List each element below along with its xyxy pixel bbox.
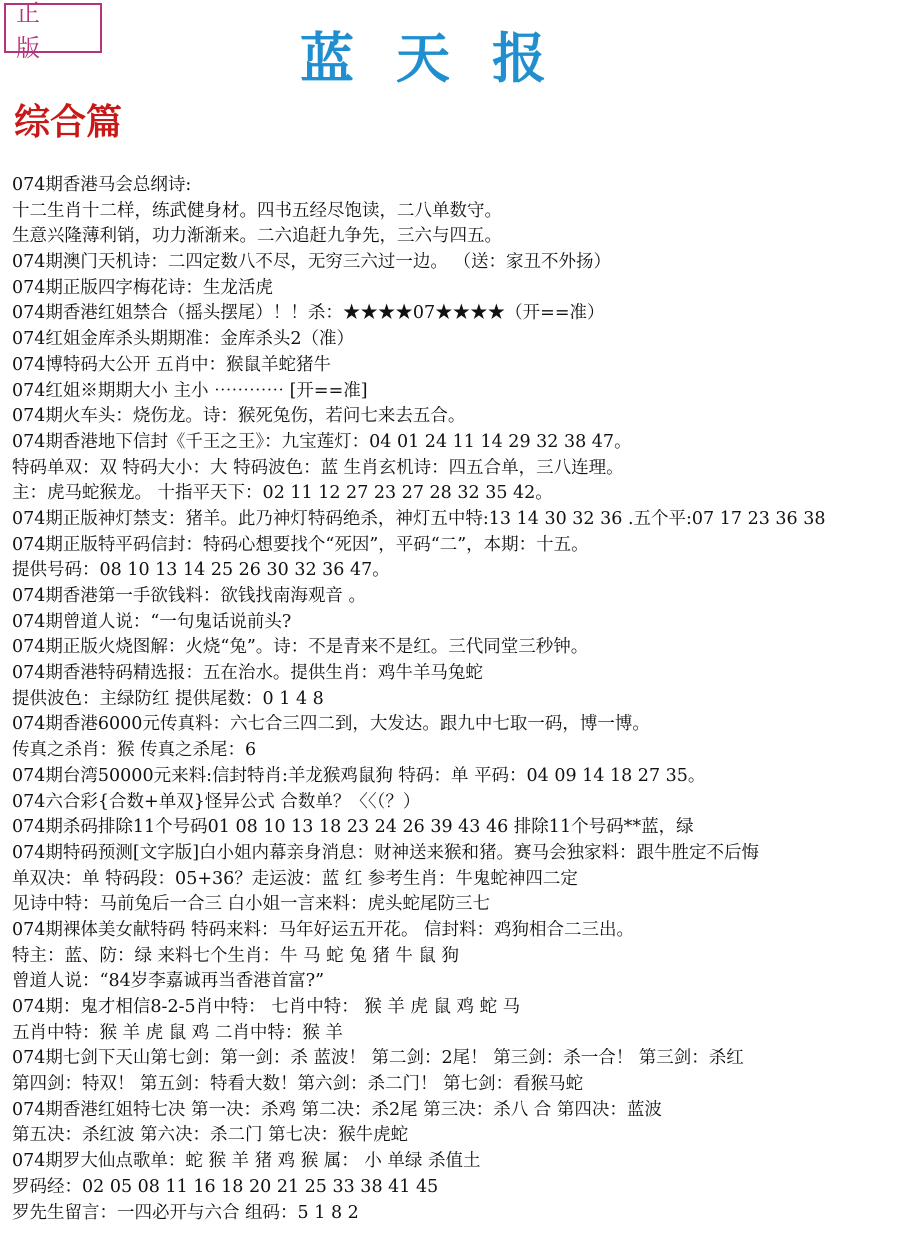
content-line: 074期香港6000元传真料：六七合三四二到，大发达。跟九中七取一码，博一博。: [12, 714, 650, 735]
content-lines: [12, 173, 896, 1226]
content-line: 074期香港马会总纲诗:: [12, 175, 192, 195]
content-line: 074期曾道人说：“一句鬼话说前头?: [12, 611, 292, 632]
content-line: 074期罗大仙点歌单：蛇 猴 羊 猪 鸡 猴 属： 小 单绿 杀值土: [12, 1151, 481, 1172]
content-line: 074红姐※期期大小 主小 ⋯⋯⋯⋯ [开==准]: [12, 380, 368, 401]
content-line: 074期特码预测[文字版]白小姐内幕亲身消息：财神送来猴和猪。赛马会独家料：跟牛胜定不后悔: [12, 842, 760, 863]
content-line: 074红姐金库杀头期期准：金库杀头2（准）: [12, 329, 355, 350]
content-line: 074期火车头：烧伤龙。诗：猴死兔伤，若问七来去五合。: [12, 406, 466, 427]
content-line: 第四剑：特双！ 第五剑：特看大数！第六剑：杀二门！ 第七剑：看猴马蛇: [12, 1074, 584, 1095]
content-line: 074期台湾50000元来料:信封特肖:羊龙猴鸡鼠狗 特码：单 平码：04 09 14 18 27 35。: [12, 765, 706, 786]
content-line: 特主：蓝、防：绿 来料七个生肖：牛 马 蛇 兔 猪 牛 鼠 狗: [12, 945, 460, 966]
content-line: 074期正版特平码信封：特码心想要找个“死因”，平码“二”，本期：十五。: [12, 534, 589, 555]
content-line: 提供波色：主绿防红 提供尾数：0 1 4 8: [12, 688, 324, 709]
content-line: 提供号码：08 10 13 14 25 26 30 32 36 47。: [12, 560, 390, 581]
content-line: 第五决：杀红波 第六决：杀二门 第七决：猴牛虎蛇: [12, 1125, 409, 1146]
content-line: 单双决：单 特码段：05+36？走运波：蓝 红 参考生肖：牛鬼蛇神四二定: [12, 868, 578, 889]
content-line: 074期香港红姐禁合（摇头摆尾）！！杀：★★★★07★★★★（开==准）: [12, 303, 605, 324]
content-line: 074期七剑下天山第七剑：第一剑：杀 蓝波！ 第二剑：2尾！ 第三剑：杀一合！ 第三剑：杀红: [12, 1048, 744, 1069]
content-line: 罗先生留言：一四必开与六合 组码：5 1 8 2: [12, 1202, 359, 1223]
content-line: 074期澳门天机诗：二四定数八不尽，无穷三六过一边。 （送：家丑不外扬）: [12, 252, 611, 273]
content-line: 074期正版四字梅花诗：生龙活虎: [12, 277, 273, 298]
content-line: 074六合彩{合数+单双}怪异公式 合数单？〈〈（？）: [12, 791, 421, 812]
content-line: 曾道人说：“84岁李嘉诚再当香港首富?”: [12, 971, 325, 992]
content-line: 074期正版火烧图解：火烧“兔”。诗：不是青来不是红。三代同堂三秒钟。: [12, 637, 589, 658]
content-line: 生意兴隆薄利销，功力渐渐来。二六追赶九争先，三六与四五。: [12, 226, 502, 247]
content-line: 074期：鬼才相信8-2-5肖中特： 七肖中特： 猴 羊 虎 鼠 鸡 蛇 马: [12, 997, 521, 1017]
section-title: 综合篇: [14, 101, 123, 143]
content-line: 主：虎马蛇猴龙。 十指平天下：02 11 12 27 23 27 28 32 35 42。: [12, 483, 553, 504]
content-line: 074期香港地下信封《千王之王》：九宝莲灯：04 01 24 11 14 29 32 38 47。: [12, 431, 632, 452]
content-line: 074期香港特码精选报：五在治水。提供生肖：鸡牛羊马兔蛇: [12, 663, 483, 684]
content-line: 074期杀码排除11个号码01 08 10 13 18 23 24 26 39 43 46 排除11个号码**蓝，绿: [12, 817, 694, 838]
content-line: 074期香港第一手欲钱料：欲钱找南海观音 。: [12, 586, 366, 606]
content-line: 五肖中特：猴 羊 虎 鼠 鸡 二肖中特：猴 羊: [12, 1022, 343, 1043]
edition-badge: 正 版: [4, 3, 102, 53]
content-line: 传真之杀肖：猴 传真之杀尾：6: [12, 740, 257, 761]
content-line: 074期裸体美女献特码 特码来料：马年好运五开花。 信封料：鸡狗相合二三出。: [12, 919, 635, 940]
page-title: 蓝天报: [300, 26, 588, 90]
content-line: 特码单双：双 特码大小：大 特码波色：蓝 生肖玄机诗：四五合单，三八连理。: [12, 457, 624, 478]
content-line: 见诗中特：马前兔后一合三 白小姐一言来料：虎头蛇尾防三七: [12, 894, 491, 915]
content-line: 074期香港红姐特七决 第一决：杀鸡 第二决：杀2尾 第三决：杀八 合 第四决：蓝波: [12, 1099, 662, 1120]
content-line: 十二生肖十二样，练武健身材。四书五经尽饱读，二八单数守。: [12, 200, 502, 221]
content-line: 074期正版神灯禁支：猪羊。此乃神灯特码绝杀，神灯五中特:13 14 30 32 36 .五个平:07 17 23 36 38: [12, 508, 826, 529]
content-line: 罗码经：02 05 08 11 16 18 20 21 25 33 38 41 45: [12, 1176, 439, 1197]
content-line: 074博特码大公开 五肖中：猴鼠羊蛇猪牛: [12, 354, 331, 375]
